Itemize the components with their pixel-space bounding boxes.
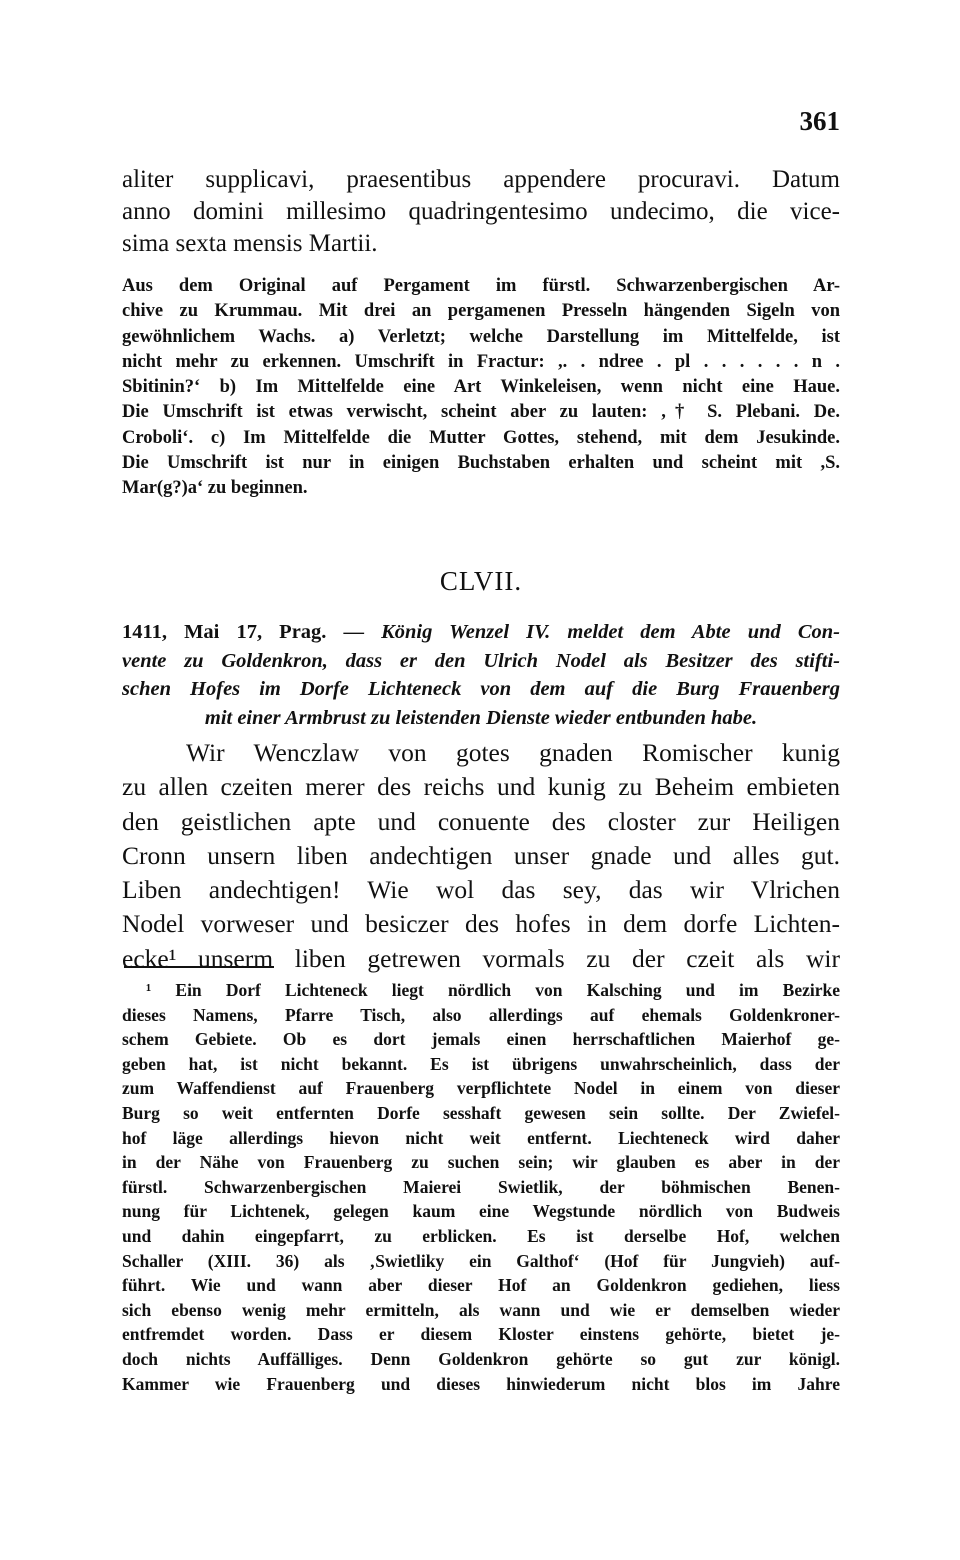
main-text-line: Nodel vorweser und besiczer des hofes in dem dorfe Lichten- bbox=[122, 909, 840, 939]
footnote-line: zum Waffendienst auf Frauenberg verpflichtete Nodel in einem von dieser bbox=[122, 1078, 840, 1099]
footnote-separator bbox=[124, 966, 274, 968]
note-line: gewöhnlichem Wachs. a) Verletzt; welche Darstellung im Mittelfelde, ist bbox=[122, 326, 840, 347]
note-line: Sbitinin?‘ b) Im Mittelfelde eine Art Winkeleisen, wenn nicht eine Haue. bbox=[122, 377, 840, 398]
regest-line: mit einer Armbrust zu leistenden Dienste wieder entbunden habe. bbox=[204, 706, 758, 729]
main-text-line: Wir Wenczlaw von gotes gnaden Romischer kunig bbox=[186, 738, 840, 767]
note-line: Croboli‘. c) Im Mittelfelde die Mutter Gottes, stehend, mit dem Jesukinde. bbox=[122, 427, 840, 448]
note-line: Die Umschrift ist etwas verwischt, scheint aber zu lauten: ,† S. Plebani. De. bbox=[122, 402, 840, 423]
text-line: aliter supplicavi, praesentibus appendere procuravi. Datum bbox=[122, 166, 840, 193]
page-number: 361 bbox=[799, 106, 840, 136]
footnote-line: nung für Lichtenek, gelegen kaum eine Wegstunde nördlich von Budweis bbox=[122, 1201, 840, 1222]
note-line: Mar(g?)a‘ zu beginnen. bbox=[122, 478, 308, 499]
regest-line: schen Hofes im Dorfe Lichteneck von dem auf die Burg Frauenberg bbox=[122, 678, 840, 700]
regest-text: König Wenzel IV. meldet dem Abte und Con- bbox=[381, 621, 840, 643]
main-text-line: den geistlichen apte und conuente des closter zur Heiligen bbox=[122, 806, 840, 836]
note-line: chive zu Krummau. Mit drei an pergamenen Presseln hängenden Sigeln von bbox=[122, 301, 840, 322]
footnote-line: hof läge allerdings hievon nicht weit entfernt. Liechteneck wird daher bbox=[122, 1127, 840, 1148]
main-text-line: zu allen czeiten merer des reichs und kunig zu Beheim embieten bbox=[122, 772, 840, 802]
regest-line bbox=[122, 618, 840, 647]
main-text-line: Cronn unsern liben andechtigen unser gnade und alles gut. bbox=[122, 840, 840, 870]
main-text-line: ecke¹ unserm liben getrewen vormals zu der czeit als wir bbox=[122, 943, 840, 973]
footnote-line: führt. Wie und wann aber dieser Hof an Goldenkron gediehen, liess bbox=[122, 1275, 840, 1296]
footnote bbox=[122, 978, 840, 1396]
latin-paragraph bbox=[122, 164, 840, 260]
footnote-line: schem Gebiete. Ob es dort jemals einen herrschaftlichen Maierhof ge- bbox=[122, 1029, 840, 1050]
regest-line: vente zu Goldenkron, dass er den Ulrich Nodel als Besitzer des stifti- bbox=[122, 649, 840, 672]
footnote-line: Schaller (XIII. 36) als ‚Swietliky ein Galthof‘ (Hof für Jungvieh) auf- bbox=[122, 1250, 840, 1271]
note-line: Die Umschrift ist nur in einigen Buchstaben erhalten und scheint mit ,S. bbox=[122, 453, 840, 474]
footnote-line: geben hat, ist nicht bekannt. Es ist übrigens unwahrscheinlich, dass der bbox=[122, 1053, 840, 1074]
document-number-heading: CLVII. bbox=[439, 566, 523, 596]
footnote-line: dieses Namens, Pfarre Tisch, also allerdings auf ehemals Goldenkroner- bbox=[122, 1004, 840, 1025]
footnote-line: entfremdet worden. Dass er diesem Kloster einstens gehörte, bietet je- bbox=[122, 1324, 840, 1345]
footnote-line: Kammer wie Frauenberg und dieses hinwiederum nicht blos im Jahre bbox=[122, 1373, 840, 1394]
regest-date: 1411, Mai 17, Prag. — bbox=[122, 621, 365, 643]
regest-summary bbox=[122, 618, 840, 732]
note-line: Aus dem Original auf Pergament im fürstl. Schwarzenbergischen Ar- bbox=[122, 276, 840, 296]
footnote-line: und dahin eingepfarrt, zu erblicken. Es ist derselbe Hof, welchen bbox=[122, 1225, 840, 1246]
main-text bbox=[122, 736, 840, 976]
note-line: nicht mehr zu erkennen. Umschrift in Fractur: ,. . ndree . pl . . . . . . n . bbox=[122, 351, 840, 372]
archival-note bbox=[122, 274, 840, 502]
text-line: anno domini millesimo quadringentesimo undecimo, die vice- bbox=[122, 198, 840, 225]
footnote-line: in der Nähe von Frauenberg zu suchen sein; wir glauben es aber in der bbox=[122, 1152, 840, 1173]
footnote-line: doch nichts Auffälliges. Denn Goldenkron gehörte so gut zur königl. bbox=[122, 1348, 840, 1369]
footnote-line: sich ebenso wenig mehr ermitteln, als wann und wie er demselben wieder bbox=[122, 1299, 840, 1320]
footnote-line: fürstl. Schwarzenbergischen Maierei Swietlik, der böhmischen Benen- bbox=[122, 1176, 840, 1197]
footnote-line: Burg so weit entfernten Dorfe sesshaft gewesen sein sollte. Der Zwiefel- bbox=[122, 1102, 840, 1123]
main-text-line: Liben andechtigen! Wie wol das sey, das wir Vlrichen bbox=[122, 875, 840, 905]
text-line: sima sexta mensis Martii. bbox=[122, 230, 378, 257]
footnote-line: ¹ Ein Dorf Lichteneck liegt nördlich von Kalsching und im Bezirke bbox=[146, 980, 840, 1000]
